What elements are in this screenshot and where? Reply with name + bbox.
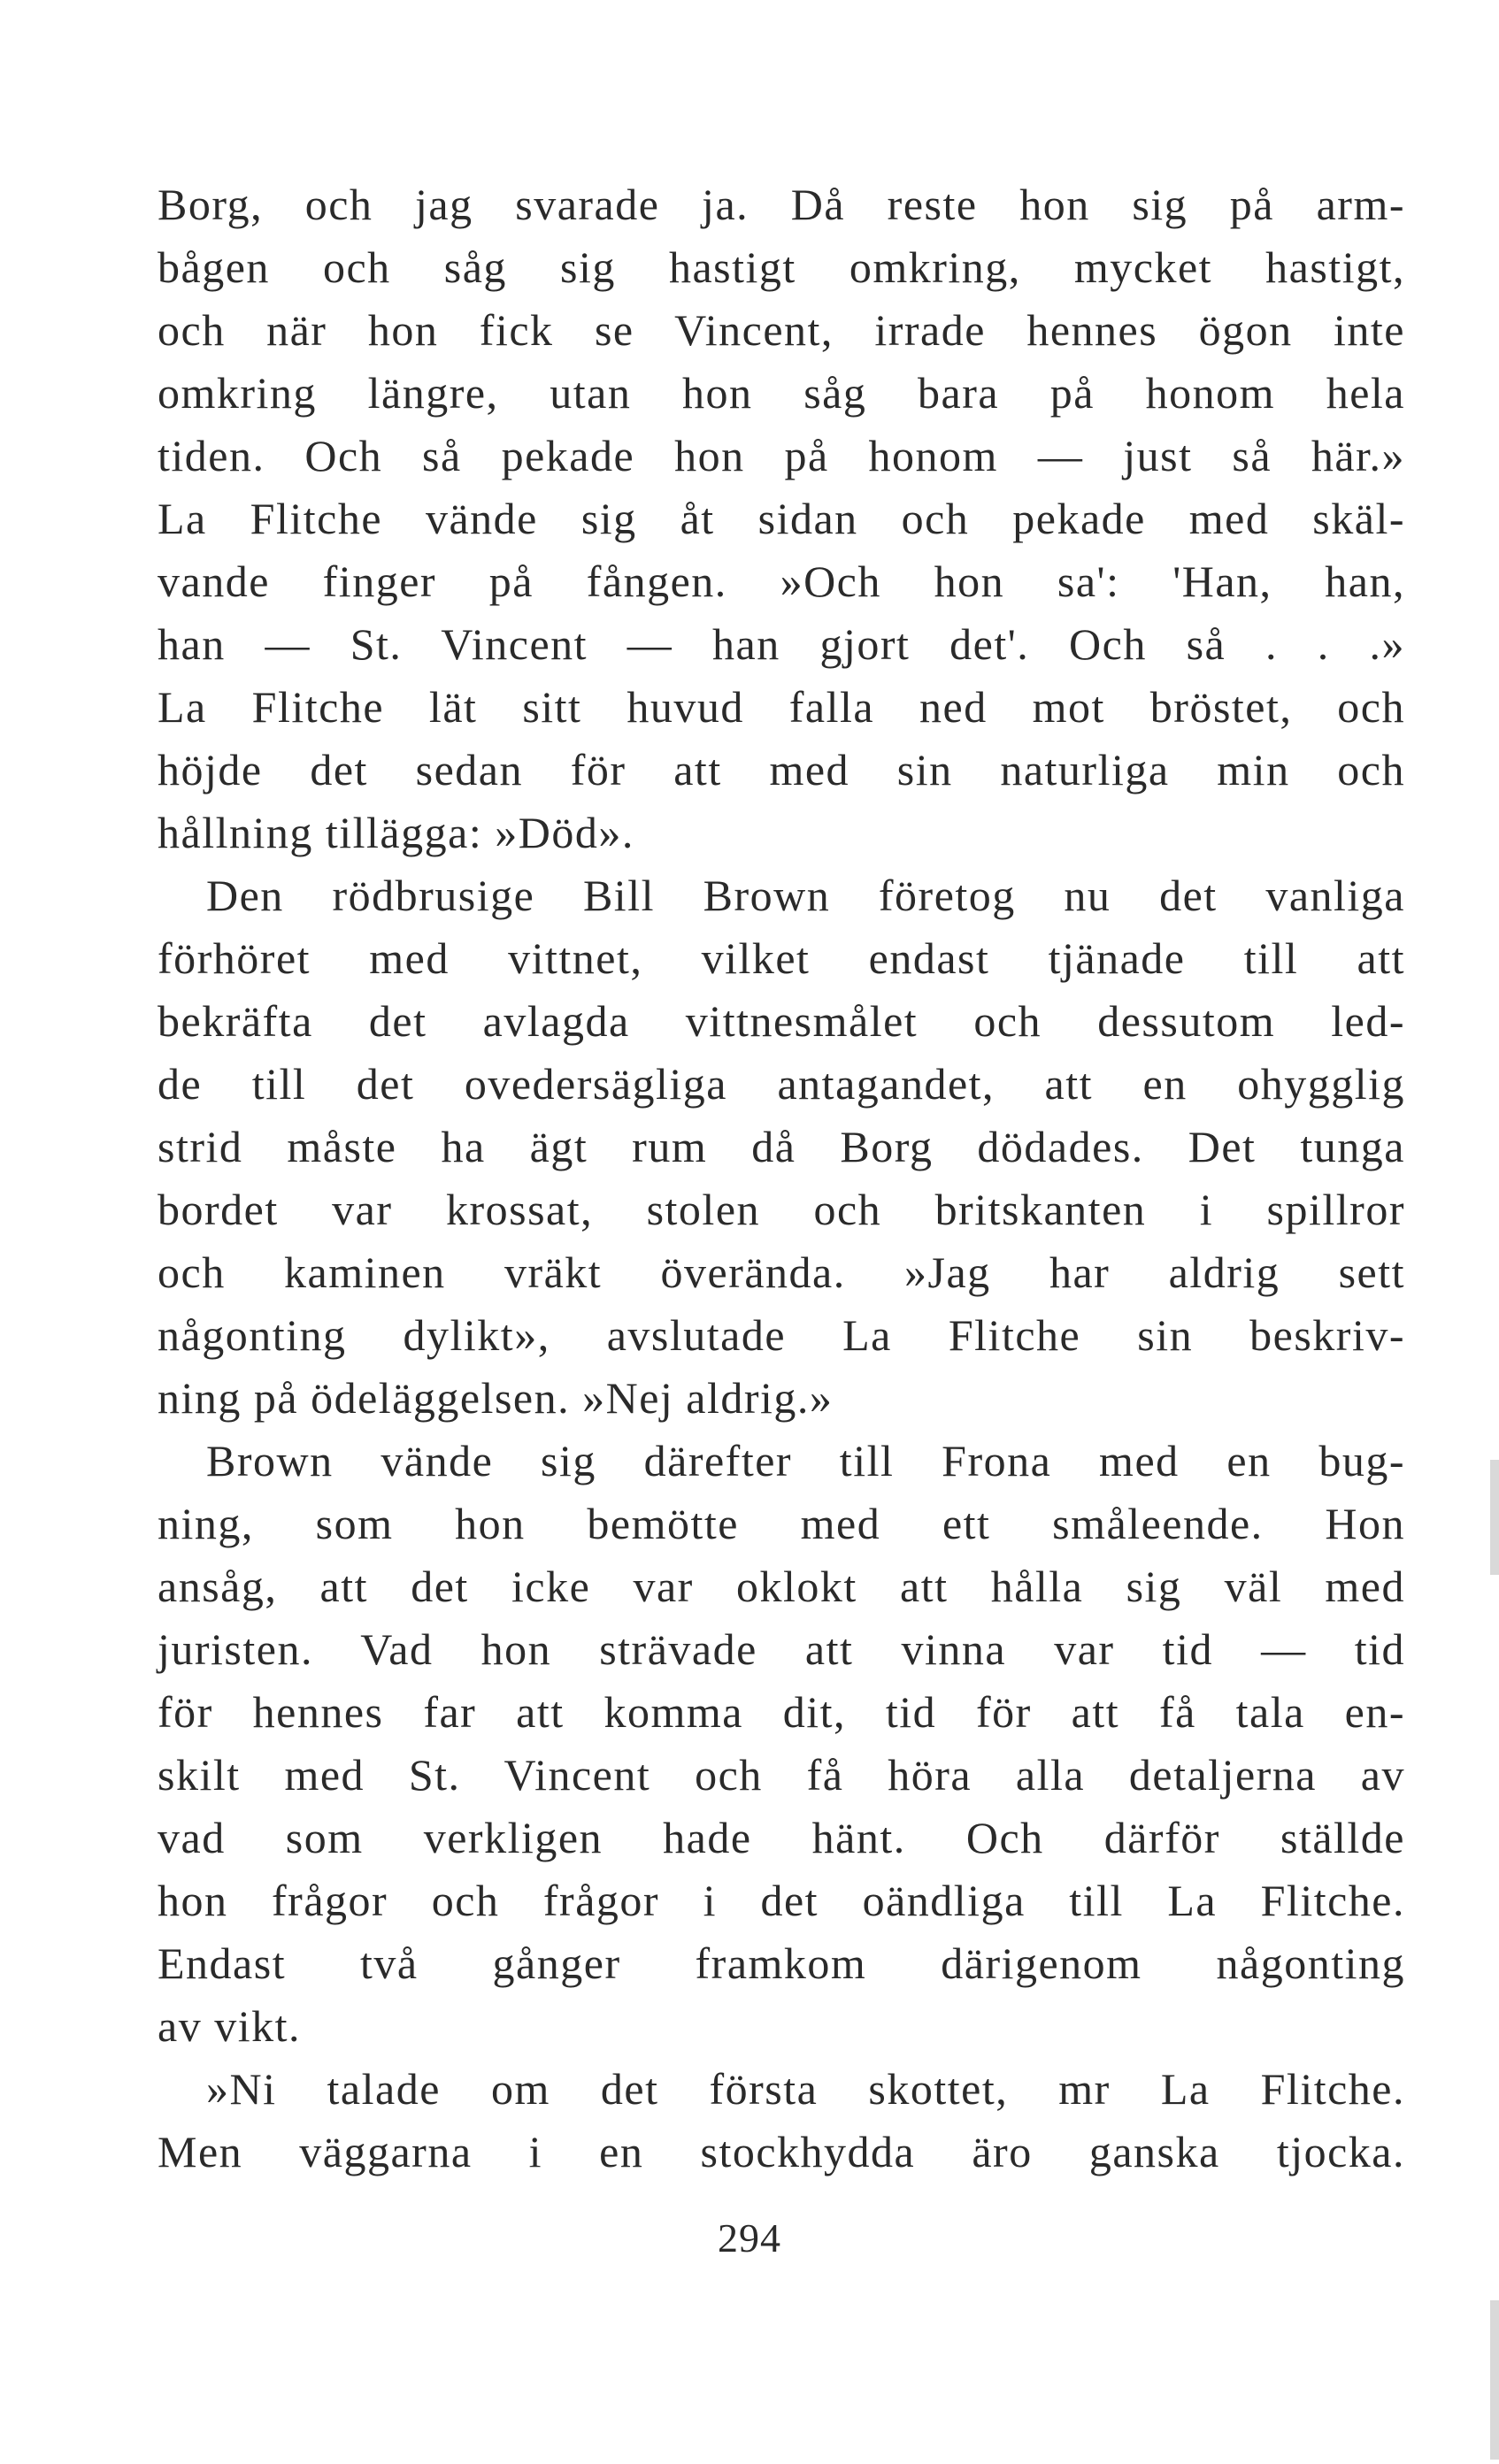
text-line: bekräfta det avlagda vittnesmålet och dessutom led-: [158, 996, 1405, 1046]
text-line: bågen och såg sig hastigt omkring, mycket hastigt,: [158, 242, 1405, 292]
text-line: bordet var krossat, stolen och britskanten i spillror: [158, 1185, 1405, 1234]
text-line: höjde det sedan för att med sin naturliga min och: [158, 745, 1405, 794]
page-edge-mark: [1490, 2300, 1499, 2460]
text-line: hon frågor och frågor i det oändliga till La Flitche.: [158, 1876, 1405, 1925]
text-line: omkring längre, utan hon såg bara på honom hela: [158, 368, 1405, 418]
body-text: [158, 173, 1405, 2184]
text-line: förhöret med vittnet, vilket endast tjänade till att: [158, 933, 1405, 983]
text-line: skilt med St. Vincent och få höra alla detaljerna av: [158, 1750, 1405, 1800]
text-line: för hennes far att komma dit, tid för att få tala en-: [158, 1687, 1405, 1737]
text-line: Brown vände sig därefter till Frona med en bug-: [206, 1436, 1405, 1485]
text-line: Endast två gånger framkom därigenom någonting: [158, 1938, 1405, 1988]
text-line: ning, som hon bemötte med ett småleende. Hon: [158, 1499, 1405, 1548]
text-line: av vikt.: [158, 2001, 301, 2051]
page-edge-mark: [1490, 1460, 1499, 1575]
text-line: La Flitche vände sig åt sidan och pekade med skäl-: [158, 494, 1405, 543]
text-line: och kaminen vräkt överända. »Jag har aldrig sett: [158, 1247, 1405, 1297]
text-line: han — St. Vincent — han gjort det'. Och så . . .»: [158, 619, 1405, 669]
text-line: Den rödbrusige Bill Brown företog nu det vanliga: [206, 871, 1405, 920]
text-line: tiden. Och så pekade hon på honom — just så här.»: [158, 431, 1405, 480]
text-line: och när hon fick se Vincent, irrade hennes ögon inte: [158, 305, 1405, 355]
text-line: ansåg, att det icke var oklokt att hålla sig väl med: [158, 1562, 1405, 1611]
page-number: 294: [718, 2215, 781, 2261]
text-line: vad som verkligen hade hänt. Och därför ställde: [158, 1813, 1405, 1862]
text-line: hållning tillägga: »Död».: [158, 808, 634, 857]
text-line: strid måste ha ägt rum då Borg dödades. Det tunga: [158, 1122, 1405, 1171]
text-line: La Flitche lät sitt huvud falla ned mot bröstet, och: [158, 682, 1405, 732]
text-line: de till det ovedersägliga antagandet, att en ohygglig: [158, 1059, 1405, 1109]
text-line: juristen. Vad hon strävade att vinna var tid — tid: [158, 1624, 1405, 1674]
text-line: Men väggarna i en stockhydda äro ganska tjocka.: [158, 2127, 1405, 2176]
text-line: Borg, och jag svarade ja. Då reste hon sig på arm-: [158, 180, 1405, 229]
text-line: vande finger på fången. »Och hon sa': 'Han, han,: [158, 557, 1405, 606]
text-line: »Ni talade om det första skottet, mr La Flitche.: [206, 2064, 1405, 2114]
text-line: någonting dylikt», avslutade La Flitche sin beskriv-: [158, 1310, 1405, 1360]
text-line: ning på ödeläggelsen. »Nej aldrig.»: [158, 1373, 834, 1423]
